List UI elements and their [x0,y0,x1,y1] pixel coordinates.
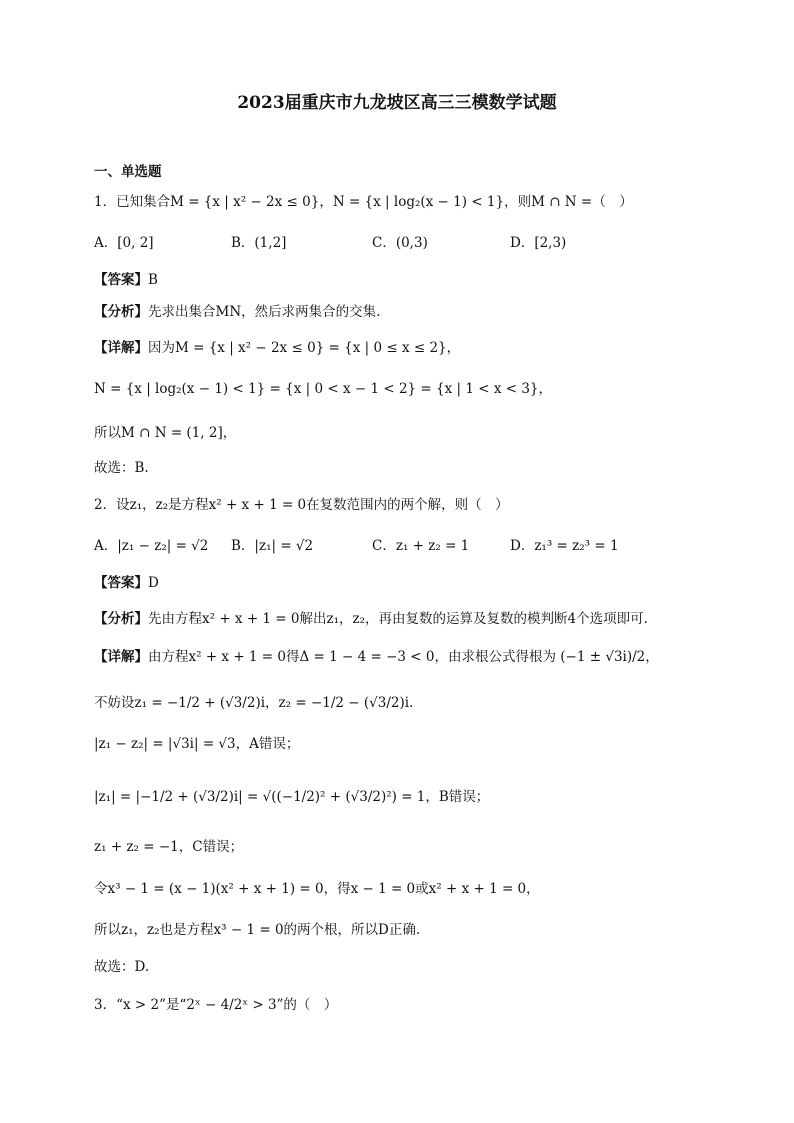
answer-tag: 【答案】 [94,575,148,591]
q1-option-a: A．[0, 2] [94,235,154,251]
q1-option-b: B．(1,2] [231,235,287,251]
q2-detail-line-5: z₁ + z₂ = −1，C错误； [94,839,244,855]
q2-analysis: 先由方程x² + x + 1 = 0解出z₁，z₂，再由复数的运算及复数的模判断4个选项即可. [148,611,648,627]
document-title: 2023届重庆市九龙坡区高三三模数学试题 [237,93,557,113]
q1-analysis: 先求出集合MN，然后求两集合的交集. [148,304,381,320]
q2-detail-text-1: 由方程x² + x + 1 = 0得Δ = 1 − 4 = −3 < 0，由求根公式得根为 (−1 ± √3i)/2， [148,649,659,665]
q1-detail-text-1: 因为M = {x | x² − 2x ≤ 0} = {x | 0 ≤ x ≤ 2}， [148,340,461,356]
section-heading: 一、单选题 [94,164,162,180]
q2-detail-line-4: |z₁| = |−1/2 + (√3/2)i| = √((−1/2)² + (√3/2)²) = 1，B错误； [94,789,490,805]
q1-answer-line [94,270,158,290]
detail-tag: 【详解】 [94,649,148,665]
q2-answer: D [148,575,159,591]
q1-detail-line-2: N = {x | log₂(x − 1) < 1} = {x | 0 < x − 1 < 2} = {x | 1 < x < 3}， [94,381,553,397]
q1-detail-line-4: 故选：B. [94,460,149,476]
q2-option-a: A．|z₁ − z₂| = √2 [94,538,209,554]
q2-analysis-line [94,609,648,629]
analysis-tag: 【分析】 [94,304,148,320]
q2-option-b: B．|z₁| = √2 [231,538,314,554]
q2-answer-line [94,573,159,593]
q2-stem: 2．设z₁，z₂是方程x² + x + 1 = 0在复数范围内的两个解，则（ ） [94,497,509,513]
q2-detail-line-1 [94,647,659,667]
q2-detail-line-6: 令x³ − 1 = (x − 1)(x² + x + 1) = 0，得x − 1 = 0或x² + x + 1 = 0， [94,881,540,897]
q1-option-c: C．(0,3) [372,235,428,251]
q2-detail-line-8: 故选：D. [94,959,150,975]
q2-option-c: C．z₁ + z₂ = 1 [372,538,470,554]
q3-stem: 3．“x > 2”是“2ˣ − 4/2ˣ > 3”的（ ） [94,997,338,1013]
answer-tag: 【答案】 [94,272,148,288]
q2-detail-line-7: 所以z₁，z₂也是方程x³ − 1 = 0的两个根，所以D正确. [94,922,421,938]
q1-stem: 1．已知集合M = {x | x² − 2x ≤ 0}，N = {x | log₂(x − 1) < 1}，则M ∩ N =（ ） [94,194,633,210]
detail-tag: 【详解】 [94,340,148,356]
q2-option-d: D．z₁³ = z₂³ = 1 [510,538,619,554]
q1-analysis-line [94,302,380,322]
analysis-tag: 【分析】 [94,611,148,627]
q1-detail-line-3: 所以M ∩ N = (1, 2]， [94,425,237,441]
q1-option-d: D．[2,3) [510,235,567,251]
q2-detail-line-2: 不妨设z₁ = −1/2 + (√3/2)i，z₂ = −1/2 − (√3/2)i. [94,695,414,711]
q1-answer: B [148,272,158,288]
q2-detail-line-3: |z₁ − z₂| = |√3i| = √3，A错误； [94,736,300,752]
q1-detail-line-1 [94,338,460,358]
